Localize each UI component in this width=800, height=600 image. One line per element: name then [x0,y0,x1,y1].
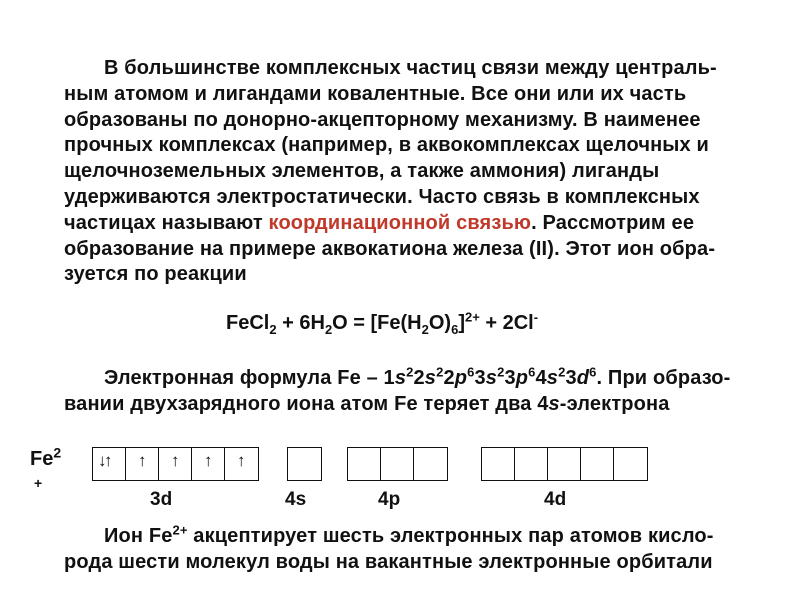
formula-line [64,392,754,418]
exp: 2 [436,364,444,380]
formula-text: вании двухзарядного иона атом Fe теряет два 4 [64,392,549,415]
formula-text: . При образо- [596,367,731,389]
eq-text: O = [Fe(H [332,312,422,334]
orbital-cell-4d [548,448,581,480]
eq-text: FeCl [226,312,270,334]
orbital: s [485,367,498,389]
eq-sub: 6 [451,322,459,337]
p1-line: щелочноземельных элементов, а также аммония) лиганды [64,160,660,183]
orbital-cell-4p [348,448,381,480]
p2-text: Ион Fe [104,525,173,547]
level: 3 [474,367,486,389]
orbital-cell-4d [614,448,647,480]
formula-text: -электрона [559,392,670,415]
coordination-bond-term: координационной связью [268,211,532,234]
eq-text: + 6H [276,312,325,334]
eq-sup: 2+ [464,309,480,325]
orbital-4p [347,447,448,481]
fe-charge: 2 [53,444,62,461]
p2-text: акцептирует шесть электронных пар атомов кисло- [187,525,714,547]
electron-up-arrow-icon: ↑ [104,451,113,470]
electron-down-arrow-icon: ↓ [98,451,107,470]
eq-text: O) [428,312,452,334]
exp: 6 [467,364,475,380]
orbital-cell-3d [159,448,192,480]
orbital: p [454,367,468,389]
level: 2 [413,367,425,389]
level: 4 [535,367,547,389]
orbital-cell-4d [515,448,548,480]
eq-sub: 2 [269,322,277,337]
eq-text: ] [458,312,465,334]
fe-plus-sign: + [34,475,43,491]
orbital-3d [92,447,259,481]
orbital: p [515,367,529,389]
orbital: s [546,367,559,389]
formula-text: Электронная формула Fe – 1 [104,367,395,389]
electron-up-arrow-icon: ↑ [237,451,246,470]
eq-sup: - [533,309,539,325]
orbital-4d [481,447,648,481]
p1-line: удерживаются электростатически. Часто связь в комплексных [64,185,700,208]
p1-text: . Рассмотрим ее [531,211,695,234]
orbital-cell-4d [581,448,614,480]
level: 3 [504,367,516,389]
p1-line [64,211,754,237]
exp: 6 [528,364,536,380]
exp: 2 [558,364,566,380]
label-4d: 4d [544,489,567,510]
closing-paragraph [64,524,754,576]
formula-line [64,366,754,392]
p2-sup: 2+ [172,522,188,538]
reaction-equation [226,309,539,337]
fe-ion-label [30,444,62,471]
label-4p: 4p [378,489,401,510]
p1-line: ным атомом и лигандами ковалентные. Все они или их часть [64,82,687,105]
p1-line: образованы по донорно-акцепторному механизму. В наименее [64,108,701,131]
eq-text: + 2Cl [479,312,534,334]
label-3d: 3d [150,489,173,510]
electron-formula-paragraph [64,366,754,418]
orbital-cell-4s [288,448,321,480]
orbital-cell-3d [126,448,159,480]
orbital-cell-3d [192,448,225,480]
orbital-cell-3d [225,448,258,480]
level: 3 [565,367,577,389]
intro-paragraph [64,56,754,288]
orbital-cell-3d [93,448,126,480]
fe-symbol: Fe [30,448,54,470]
orbital-cell-4p [414,448,447,480]
exp: 2 [406,364,414,380]
exp: 6 [589,364,597,380]
p1-line: зуется по реакции [64,263,247,286]
orbital: s [548,392,560,415]
eq-sub: 2 [324,322,333,337]
label-4s: 4s [285,489,307,510]
orbital: s [424,367,437,389]
exp: 2 [497,364,505,380]
p2-line: рода шести молекул воды на вакантные электронные орбитали [64,550,713,573]
electron-up-arrow-icon: ↑ [204,451,213,470]
p1-line: образование на примере аквокатиона железа (II). Этот ион обра- [64,237,716,260]
orbital: d [576,367,590,389]
orbital-4s [287,447,322,481]
level: 2 [443,367,455,389]
electron-up-arrow-icon: ↑ [138,451,147,470]
p1-text: частицах называют [64,211,269,234]
electron-up-arrow-icon: ↑ [171,451,180,470]
orbital: s [394,367,407,389]
eq-sub: 2 [421,322,429,337]
p1-line: В большинстве комплексных частиц связи между централь- [104,57,717,79]
p1-line: прочных комплексах (например, в аквокомплексах щелочных и [64,134,709,157]
orbital-cell-4d [482,448,515,480]
orbital-cell-4p [381,448,414,480]
p2-line [64,524,754,550]
